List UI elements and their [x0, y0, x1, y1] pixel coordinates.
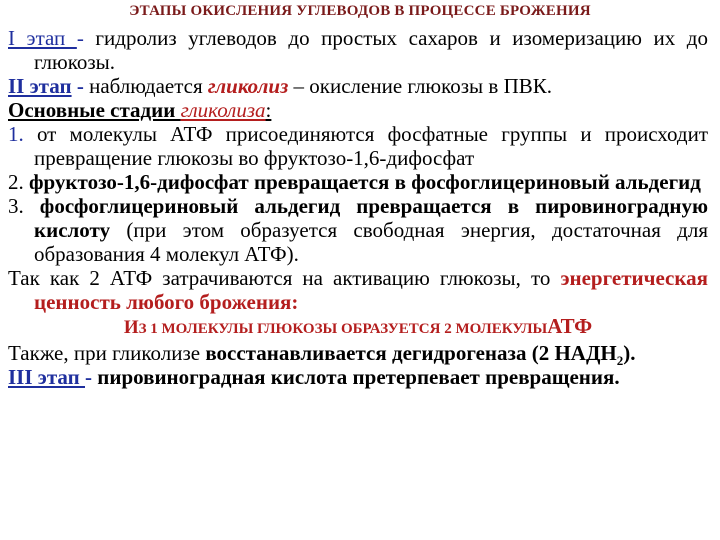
- stage-2-text-end: – окисление глюкозы в ПВК.: [288, 74, 553, 98]
- slide-body: [8, 26, 708, 389]
- stages-heading: [8, 98, 708, 122]
- energy-text: Так как 2 АТФ затрачиваются на активацию глюкозы, то: [8, 266, 561, 290]
- stage-2-text-start: наблюдается: [89, 74, 208, 98]
- step-1-paragraph: [8, 122, 708, 170]
- nadh-subscript: 2: [616, 353, 624, 369]
- stage-1-separator: -: [76, 26, 96, 50]
- stage-3-label: III этап: [8, 365, 85, 389]
- nadh-text: Также, при гликолизе: [8, 341, 206, 365]
- stage-3-text: пировиноградная кислота претерпевает превращения.: [97, 365, 620, 389]
- step-2-text: фруктозо-1,6-дифосфат превращается в фосфоглицериновый альдегид: [23, 170, 701, 194]
- stage-3-separator: -: [85, 365, 98, 389]
- slide-title: ЭТАПЫ ОКИСЛЕНИЯ УГЛЕВОДОВ В ПРОЦЕССЕ БРОЖЕНИЯ: [129, 3, 591, 19]
- step-2-paragraph: [8, 170, 708, 194]
- result-text: З 1 МОЛЕКУЛЫ ГЛЮКОЗЫ ОБРАЗУЕТСЯ 2 МОЛЕКУЛЫ: [138, 321, 548, 337]
- step-3-number: 3.: [8, 194, 24, 218]
- step-1-text: от молекулы АТФ присоединяются фосфатные группы и происходит превращение глюкозы во фруктозо-1,6-дифосфат: [23, 122, 708, 170]
- stage-2-separator: -: [71, 74, 90, 98]
- stage-3-paragraph: [8, 365, 708, 389]
- stages-heading-colon: :: [265, 98, 272, 122]
- stage-2-label: II этап: [8, 74, 72, 98]
- result-atf: АТФ: [547, 314, 593, 338]
- step-2-number: 2.: [8, 170, 24, 194]
- step-3-bold-text: фосфоглицериновый альдегид превращается в пировиноградную кислоту: [23, 194, 708, 242]
- step-3-text: (при этом образуется свободная энергия, достаточная для образования 4 молекул АТФ).: [34, 218, 708, 266]
- result-first-letter: И: [123, 317, 139, 338]
- energy-paragraph: [8, 266, 708, 314]
- step-3-paragraph: [8, 194, 708, 266]
- stages-heading-text: Основные стадии: [8, 98, 181, 122]
- step-1-number: 1.: [8, 122, 24, 146]
- result-line: [8, 314, 708, 341]
- nadh-mid: (2 НАДН: [526, 341, 617, 365]
- stages-heading-term: гликолиза: [180, 98, 266, 122]
- stage-2-term: гликолиз: [207, 74, 289, 98]
- stage-1-paragraph: [8, 26, 708, 74]
- stage-1-label: I этап: [8, 26, 77, 50]
- nadh-end: ).: [623, 341, 636, 365]
- nadh-paragraph: [8, 341, 708, 369]
- stage-1-text: гидролиз углеводов до простых сахаров и изомеризацию их до глюкозы.: [34, 26, 708, 74]
- nadh-bold-text: восстанавливается дегидрогеназа: [205, 341, 527, 365]
- energy-highlight: энергетическая ценность любого брожения:: [34, 266, 708, 314]
- stage-2-paragraph: [8, 74, 708, 98]
